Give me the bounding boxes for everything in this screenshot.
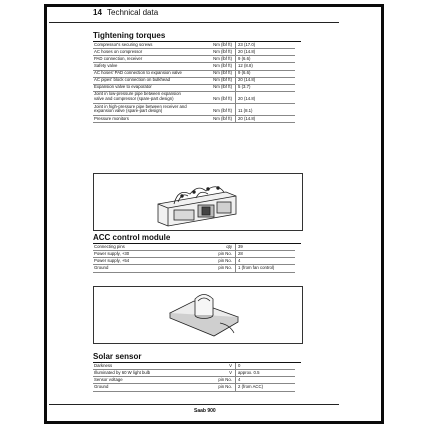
row-unit: pin No. [191, 384, 236, 391]
row-value: 20 (14.8) [236, 91, 296, 103]
row-description: AC hoses on compressor [93, 49, 191, 56]
row-value: 28 [236, 251, 296, 258]
page-title: Technical data [107, 8, 159, 17]
row-description: Illuminated by 60 W light bulb [93, 370, 191, 377]
table-row [93, 370, 295, 377]
row-description: PAD connection, receiver [93, 56, 191, 63]
row-unit: V [191, 370, 236, 377]
row-description: Connecting pins [93, 244, 191, 251]
row-value: 23 (17.0) [236, 42, 296, 49]
solar-sensor-figure [93, 286, 303, 344]
row-description: Power supply, +54 [93, 258, 191, 265]
table-row [93, 63, 295, 70]
table-row [93, 91, 295, 103]
row-description: Darkness [93, 363, 191, 370]
row-unit: Nm (lbf ft) [191, 116, 236, 123]
row-unit: V [191, 363, 236, 370]
section-heading-solar: Solar sensor [93, 352, 142, 361]
page-number: 14 [93, 8, 102, 17]
row-value: 9 (6.6) [236, 70, 296, 77]
row-value: 5 (3.7) [236, 84, 296, 91]
row-unit: Nm (lbf ft) [191, 49, 236, 56]
acc-module-figure [93, 173, 303, 231]
row-value: 20 (14.8) [236, 116, 296, 123]
row-unit: Nm (lbf ft) [191, 103, 236, 115]
row-unit: Nm (lbf ft) [191, 77, 236, 84]
table-row [93, 377, 295, 384]
row-value: 2 (from ACC) [236, 384, 296, 391]
row-description: Joint in high-pressure pipe between receiver and expansion valve (spare-part design) [93, 103, 191, 115]
row-value: 4 [236, 377, 296, 384]
row-unit: Nm (lbf ft) [191, 63, 236, 70]
solar-sensor-drawing [94, 287, 302, 343]
solar-table [93, 363, 295, 392]
row-value: 39 [236, 244, 296, 251]
row-value: 0 [236, 363, 296, 370]
acc-table [93, 244, 295, 273]
row-description: Pressure monitors [93, 116, 191, 123]
row-description: Ground [93, 265, 191, 272]
torque-table [93, 42, 295, 123]
table-row [93, 56, 295, 63]
row-unit: pin No. [191, 377, 236, 384]
table-row [93, 251, 295, 258]
row-description: Compressor's securing screws [93, 42, 191, 49]
row-description: AC pipes' block connection on bulkhead [93, 77, 191, 84]
section-heading-acc: ACC control module [93, 233, 171, 242]
section-heading-torques: Tightening torques [93, 31, 166, 40]
table-row [93, 49, 295, 56]
row-description: Power supply, +30 [93, 251, 191, 258]
row-unit: Nm (lbf ft) [191, 91, 236, 103]
page-footer [49, 404, 339, 414]
row-unit: qty [191, 244, 236, 251]
acc-module-drawing [94, 174, 302, 230]
table-row [93, 384, 295, 391]
row-unit: Nm (lbf ft) [191, 70, 236, 77]
row-description: Ground [93, 384, 191, 391]
row-value: approx. 0.5 [236, 370, 296, 377]
row-description: Expansion valve to evaporator [93, 84, 191, 91]
table-row [93, 77, 295, 84]
row-value: 4 [236, 258, 296, 265]
row-value: 12 (8.8) [236, 63, 296, 70]
table-row [93, 70, 295, 77]
table-row [93, 84, 295, 91]
table-row [93, 42, 295, 49]
row-description: Safety valve [93, 63, 191, 70]
row-unit: Nm (lbf ft) [191, 84, 236, 91]
table-row [93, 244, 295, 251]
row-unit: pin No. [191, 258, 236, 265]
row-value: 1 (from fan control) [236, 265, 296, 272]
row-description: Joint in low-pressure pipe between expansion valve and compressor (spare-part design) [93, 91, 191, 103]
row-value: 20 (14.8) [236, 49, 296, 56]
row-unit: pin No. [191, 265, 236, 272]
table-row [93, 116, 295, 123]
table-row [93, 265, 295, 272]
row-unit: pin No. [191, 251, 236, 258]
table-row [93, 103, 295, 115]
footer-brand: Saab 900 [194, 408, 216, 414]
page-header [49, 8, 339, 23]
row-unit: Nm (lbf ft) [191, 42, 236, 49]
row-value: 9 (6.6) [236, 56, 296, 63]
table-row [93, 258, 295, 265]
row-unit: Nm (lbf ft) [191, 56, 236, 63]
row-description: Sensor voltage [93, 377, 191, 384]
row-value: 20 (14.8) [236, 77, 296, 84]
row-value: 11 (8.1) [236, 103, 296, 115]
table-row [93, 363, 295, 370]
row-description: AC hoses' PAD connection to expansion valve [93, 70, 191, 77]
